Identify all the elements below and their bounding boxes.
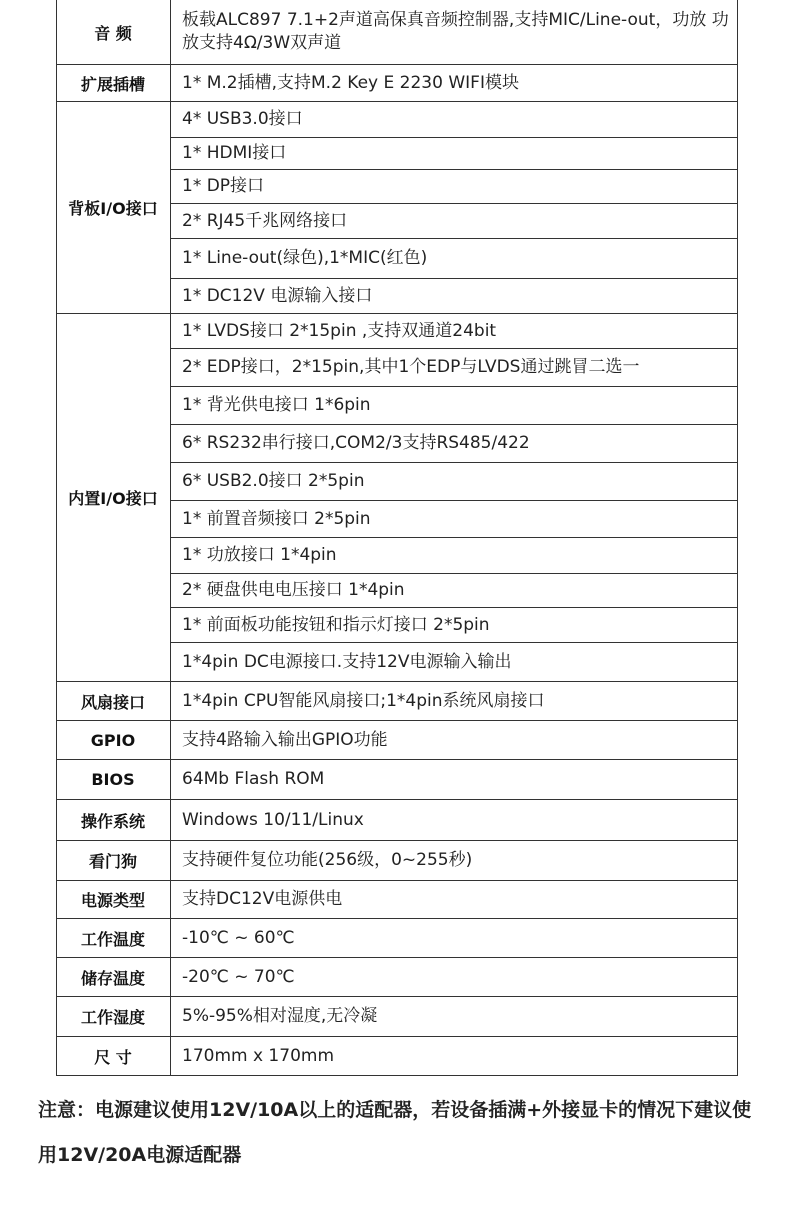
spec-value: -20℃ ~ 70℃ [182,966,295,987]
spec-label: 风扇接口 [56,682,171,720]
spec-label: 看门狗 [56,841,171,880]
spec-label: 储存温度 [56,958,171,996]
spec-value: 1*4pin CPU智能风扇接口;1*4pin系统风扇接口 [182,690,545,711]
spec-value: 1* 前面板功能按钮和指示灯接口 2*5pin [171,608,738,643]
spec-value: 5%-95%相对湿度,无冷凝 [182,1006,378,1026]
spec-row [56,760,738,800]
spec-values [171,1037,738,1075]
spec-value: 1* M.2插槽,支持M.2 Key E 2230 WIFI模块 [182,72,519,93]
table-left-border [56,0,57,1076]
spec-value: 1* LVDS接口 2*15pin ,支持双通道24bit [171,314,738,349]
spec-value: 2* RJ45千兆网络接口 [171,204,738,239]
spec-row [56,1037,738,1076]
spec-values [171,800,738,840]
spec-value: 4* USB3.0接口 [171,102,738,138]
spec-values [171,919,738,957]
spec-value: 6* RS232串行接口,COM2/3支持RS485/422 [171,425,738,463]
spec-row [56,958,738,997]
spec-label: 扩展插槽 [56,65,171,101]
spec-label: BIOS [56,760,171,799]
spec-value: 2* 硬盘供电电压接口 1*4pin [171,574,738,608]
spec-values [171,721,738,759]
spec-row [56,800,738,841]
spec-value: 2* EDP接口，2*15pin,其中1个EDP与LVDS通过跳冒二选一 [171,349,738,387]
spec-value: 1*4pin DC电源接口.支持12V电源输入输出 [182,651,512,672]
spec-value: 支持硬件复位功能(256级，0~255秒) [182,850,473,870]
spec-label: 电源类型 [56,881,171,918]
spec-value: 1* 前置音频接口 2*5pin [171,501,738,538]
spec-row [56,881,738,919]
spec-values [171,997,738,1036]
spec-label: 音 频 [56,0,171,64]
spec-value: 支持DC12V电源供电 [182,889,343,909]
spec-row [56,919,738,958]
spec-label: GPIO [56,721,171,759]
spec-table [56,0,738,1076]
spec-value: 64Mb Flash ROM [182,769,325,789]
spec-row [56,0,738,65]
spec-row [56,721,738,760]
spec-values [171,314,738,681]
spec-value: 1* DC12V 电源输入接口 [182,285,373,306]
spec-label: 工作湿度 [56,997,171,1036]
table-right-border [737,0,738,1076]
spec-values [171,0,738,64]
spec-value: Windows 10/11/Linux [182,809,364,830]
power-note: 注意：电源建议使用12V/10A以上的适配器，若设备插满+外接显卡的情况下建议使用12V/20A电源适配器 [38,1099,752,1166]
spec-label: 背板I/O接口 [56,102,171,313]
spec-values [171,881,738,918]
spec-value: 1* DP接口 [171,170,738,204]
spec-value: 1* HDMI接口 [171,138,738,170]
spec-values [171,958,738,996]
spec-values [171,760,738,799]
spec-values [171,682,738,720]
spec-value: 170mm x 170mm [182,1045,335,1066]
spec-value: 1* 背光供电接口 1*6pin [171,387,738,425]
spec-values [171,102,738,313]
spec-label: 工作温度 [56,919,171,957]
spec-row [56,682,738,721]
spec-row [56,997,738,1037]
spec-row [56,314,738,682]
spec-row [56,841,738,881]
spec-label: 尺 寸 [56,1037,171,1075]
spec-label: 操作系统 [56,800,171,840]
spec-value: 1* 功放接口 1*4pin [171,538,738,574]
spec-value: 6* USB2.0接口 2*5pin [171,463,738,501]
spec-label: 内置I/O接口 [56,314,171,681]
spec-row [56,102,738,314]
spec-value: -10℃ ~ 60℃ [182,927,295,948]
spec-value: 1* Line-out(绿色),1*MIC(红色) [171,239,738,279]
spec-values [171,65,738,101]
spec-row [56,65,738,102]
spec-values [171,841,738,880]
spec-value: 支持4路输入输出GPIO功能 [182,729,388,750]
spec-value: 板载ALC897 7.1+2声道高保真音频控制器,支持MIC/Line-out，功放 功放支持4Ω/3W双声道 [182,10,729,53]
